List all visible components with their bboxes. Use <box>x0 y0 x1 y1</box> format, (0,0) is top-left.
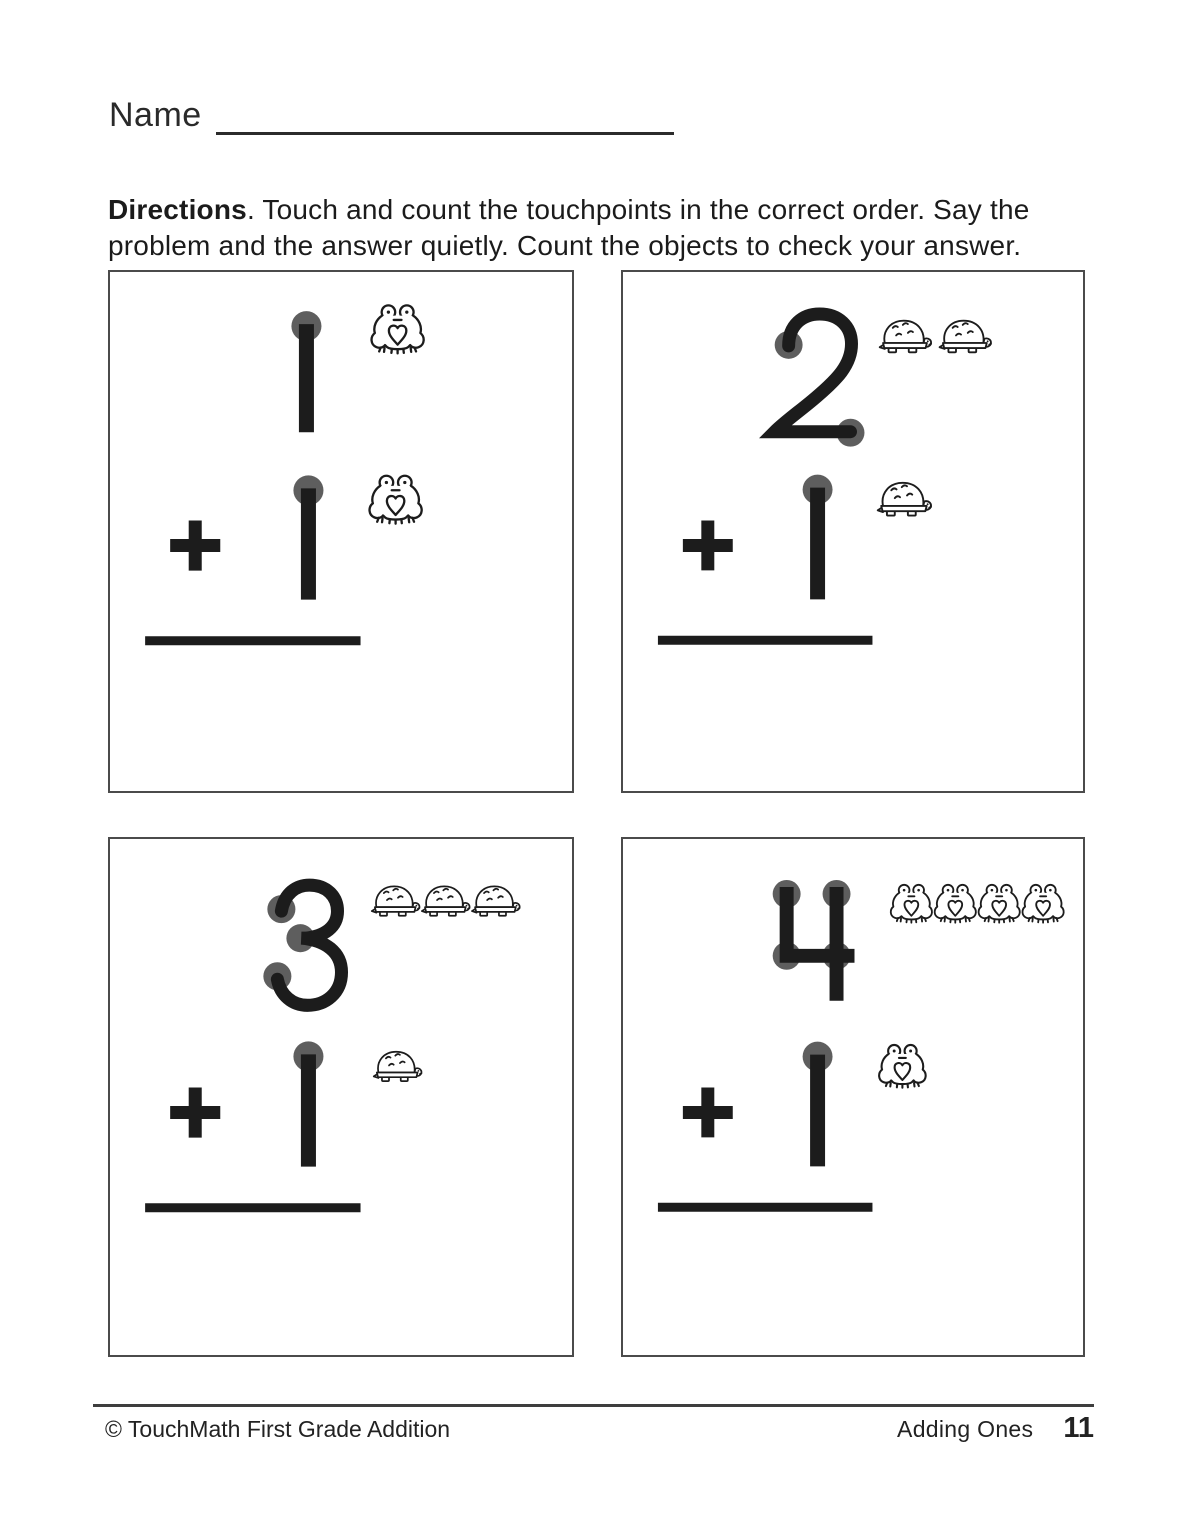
turtle-icon <box>374 1052 422 1081</box>
frog-icon <box>979 885 1020 923</box>
plus-sign <box>170 1087 220 1137</box>
footer-rule <box>93 1404 1094 1407</box>
frog-icon <box>891 885 932 923</box>
numeral-top-3 <box>277 885 341 1005</box>
directions-line2: problem and the answer quietly. Count the objects to check your answer. <box>108 230 1022 261</box>
turtle-icon <box>940 321 991 353</box>
frog-icon <box>879 1045 926 1088</box>
numeral-top-4 <box>780 887 855 1001</box>
problem-1-canvas <box>110 272 572 791</box>
directions-line1: . Touch and count the touchpoints in the correct order. Say the <box>246 194 1030 225</box>
problem-box-2 <box>621 270 1085 793</box>
problem-2-canvas <box>623 272 1083 791</box>
directions-text <box>108 192 1113 264</box>
problem-box-1 <box>108 270 574 793</box>
name-blank-line[interactable] <box>216 102 674 135</box>
turtle-icon <box>880 321 931 353</box>
footer <box>105 1412 1094 1445</box>
footer-copyright: © TouchMath First Grade Addition <box>105 1416 451 1442</box>
problem-box-3 <box>108 837 574 1357</box>
problem-3-canvas <box>110 839 572 1355</box>
frog-icon <box>1023 885 1064 923</box>
name-label: Name <box>109 96 202 134</box>
directions-lead: Directions <box>108 194 247 225</box>
frog-icon <box>370 476 422 524</box>
turtle-icon <box>372 886 420 915</box>
plus-sign <box>170 520 220 570</box>
page-number: 11 <box>1063 1412 1094 1444</box>
turtle-icon <box>472 886 520 915</box>
frog-icon <box>372 305 424 353</box>
frog-icon <box>935 885 976 923</box>
turtle-icon <box>878 483 931 516</box>
turtle-icon <box>422 886 470 915</box>
plus-sign <box>683 1088 733 1138</box>
problem-4-canvas <box>623 839 1083 1355</box>
plus-sign <box>683 521 733 571</box>
problem-box-4 <box>621 837 1085 1357</box>
name-row <box>109 96 674 135</box>
numeral-top-2 <box>775 314 852 432</box>
footer-section-label: Adding Ones <box>897 1416 1034 1442</box>
